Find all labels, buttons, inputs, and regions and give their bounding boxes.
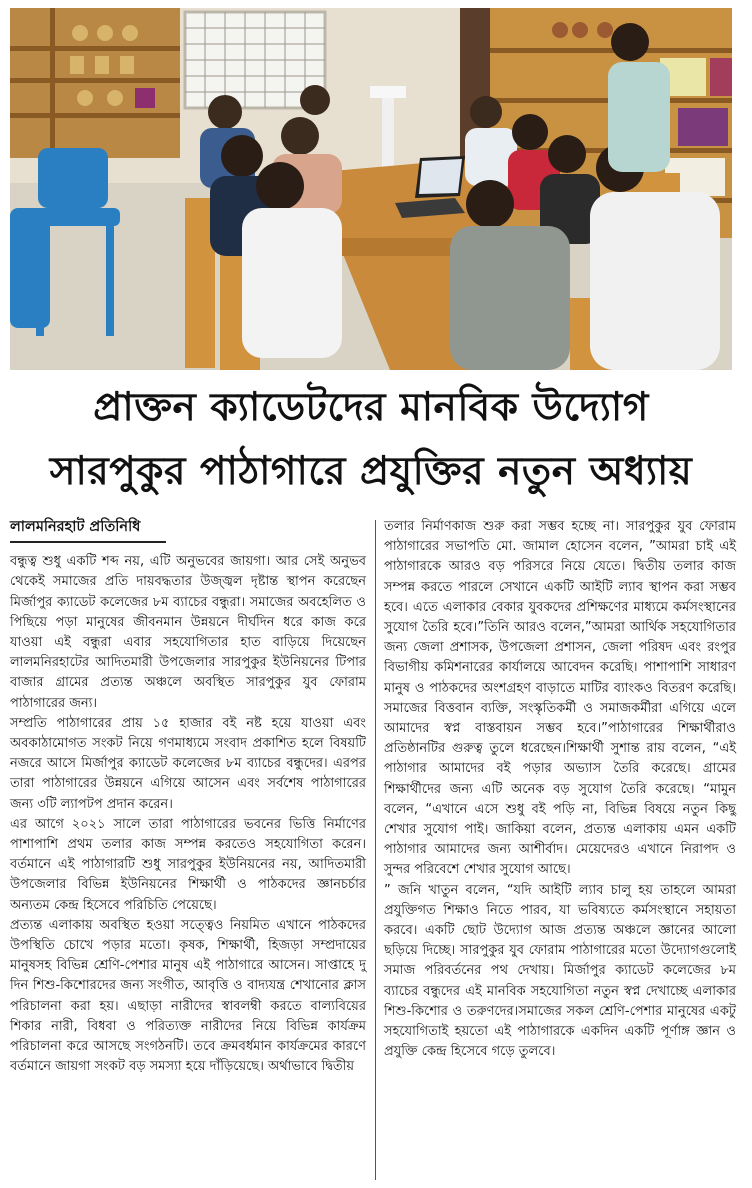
paragraph: ” জনি খাতুন বলেন, “যদি আইটি ল্যাব চালু হয় তাহলে আমরা প্রযুক্তিগত শিক্ষাও নিতে পারব, যা ভবিষ্যতে কর্মসংস্থানে সহায়তা করবে। একটি ছোট উদ্যোগ আজ প্রত্যন্ত অঞ্চলে জ্ঞানের আলো ছড়িয়ে দিচ্ছে। সারপুকুর যুব ফোরাম পাঠাগারের মতো উদ্যোগগুলোই সমাজ পরিবর্তনের পথ দেখায়। মির্জাপুর ক্যাডেট কলেজের ৮ম ব্যাচের বন্ধুদের এই মানবিক সহযোগিতা নতুন স্বপ্ন দেখাচ্ছে এলাকার শিশু-কিশোর ও তরুণদের।সমাজের সকল শ্রেণি-পেশার মানুষের একটু সহযোগিতাই হয়তো এই পাঠাগারকে একদিন একটি পূর্ণাঙ্গ জ্ঞান ও প্রযুক্তি কেন্দ্র হিসেবে গড়ে তুলবে।	[384, 882, 736, 1060]
paragraph: এর আগে ২০২১ সালে তারা পাঠাগারের ভবনের ভিত্তি নির্মাণের পাশাপাশি প্রথম তলার কাজ সম্পন্ন করতেও সহযোগিতা করেন। বর্তমানে এই পাঠাগারটি শুধু সারপুকুর ইউনিয়নের নয়, আদিতমারী উপজেলার বিভিন্ন ইউনিয়নের শিক্ষার্থী ও পাঠকদের জ্ঞানচর্চার অন্যতম কেন্দ্র হিসেবে পরিচিতি পেয়েছে।	[10, 816, 366, 913]
article-column-left	[10, 517, 366, 1077]
article-photo	[10, 8, 732, 370]
column-divider	[375, 520, 376, 1180]
headline-line-1: প্রাক্তন ক্যাডেটদের মানবিক উদ্যোগ	[93, 385, 649, 430]
paragraph: বন্ধুত্ব শুধু একটি শব্দ নয়, এটি অনুভবের জায়গা। আর সেই অনুভব থেকেই সমাজের প্রতি দায়বদ্ধতার উজ্জ্বল দৃষ্টান্ত স্থাপন করেছেন মির্জাপুর ক্যাডেট কলেজের ৮ম ব্যাচের বন্ধুরা। সমাজের অবহেলিত ও পিছিয়ে পড়া মানুষের জীবনমান উন্নয়নে দীর্ঘদিন ধরে কাজ করে যাওয়া এই বন্ধুরা এবার সহযোগিতার হাত বাড়িয়ে দিয়েছেন লালমনিরহাটের আদিতমারী উপজেলার সারপুকুর ইউনিয়নের টিপার বাজার গ্রামের প্রত্যন্ত অঞ্চলে অবস্থিত সারপুকুর যুব ফোরাম পাঠাগারের জন্য।	[10, 554, 366, 711]
library-scene-illustration	[10, 8, 732, 370]
headline-line-2: সারপুকুর পাঠাগারে প্রযুক্তির নতুন অধ্যায়	[49, 449, 693, 494]
paragraph: সম্প্রতি পাঠাগারের প্রায় ১৫ হাজার বই নষ্ট হয়ে যাওয়া এবং অবকাঠামোগত সংকট নিয়ে গণমাধ্যমে সংবাদ প্রকাশিত হলে বিষয়টি নজরে আসে মির্জাপুর ক্যাডেট কলেজের ৮ম ব্যাচের বন্ধুদের। এরপর তারা পাঠাগারের উন্নয়নে এগিয়ে আসেন এবং সর্বশেষ পাঠাগারের জন্য ৩টি ল্যাপটপ প্রদান করেন।	[10, 715, 366, 812]
paragraph: তলার নির্মাণকাজ শুরু করা সম্ভব হচ্ছে না। সারপুকুর যুব ফোরাম পাঠাগারের সভাপতি মো. জামাল হোসেন বলেন, ”আমরা চাই এই পাঠাগারকে আরও বড় পরিসরে নিয়ে যেতে। দ্বিতীয় তলার কাজ সম্পন্ন করতে পারলে সেখানে একটি আইটি ল্যাব স্থাপন করা সম্ভব হবে। এতে এলাকার বেকার যুবকদের প্রশিক্ষণের মাধ্যমে কর্মসংস্থানের সুযোগ তৈরি হবে।”তিনি আরও বলেন,”আমরা আর্থিক সহযোগিতার জন্য জেলা প্রশাসক, উপজেলা প্রশাসন, জেলা পরিষদ এবং রংপুর বিভাগীয় কমিশনারের কার্যালয়ে আবেদন করেছি। পাশাপাশি সাধারণ মানুষ ও পাঠকদের অংশগ্রহণ বাড়াতে মাটির ব্যাংকও বিতরণ করেছি। সমাজের বিত্তবান ব্যক্তি, সংস্কৃতিকর্মী ও সমাজকর্মীরা এগিয়ে এলে আমাদের স্বপ্ন বাস্তবায়ন সম্ভব হবে।”পাঠাগারের শিক্ষার্থীরাও প্রতিষ্ঠানটির গুরুত্ব তুলে ধরেছেন।শিক্ষার্থী সুশান্ত রায় বলেন, “এই পাঠাগার আমাদের বই পড়ার অভ্যাস তৈরি করেছে। গ্রামের শিক্ষার্থীদের জন্য এটি অনেক বড় সুযোগ তৈরি করেছে। “মামুন বলেন, “এখানে এসে শুধু বই পড়ি না, বিভিন্ন বিষয়ে নতুন কিছু শেখার সুযোগ পাই। জাকিয়া বলেন, প্রত্যন্ত এলাকায় এমন একটি পাঠাগার আমাদের জন্য আশীর্বাদ। মেয়েদেরও এখানে নিরাপদ ও সুন্দর পরিবেশে শেখার সুযোগ আছে।	[384, 519, 736, 878]
article-column-right	[384, 517, 736, 1062]
byline: লালমনিরহাট প্রতিনিধি	[10, 517, 166, 543]
paragraph: প্রত্যন্ত এলাকায় অবস্থিত হওয়া সত্ত্বেও নিয়মিত এখানে পাঠকদের উপস্থিতি চোখে পড়ার মতো। কৃষক, শিক্ষার্থী, হিজড়া সম্প্রদায়ের মানুষসহ বিভিন্ন শ্রেণি-পেশার মানুষ এই পাঠাগারে আসেন। সাপ্তাহে দু দিন শিশু-কিশোরদের জন্য সংগীত, আবৃত্তি ও বাদ্যযন্ত্র শেখানোর ক্লাস পরিচালনা করা হয়। এছাড়া নারীদের স্বাবলম্বী করতে বাল্যবিয়ের শিকার নারী, বিধবা ও পরিত্যক্ত নারীদের নিয়ে বিভিন্ন কার্যক্রম পরিচালনা করে আসছে সংগঠনটি। তবে ক্রমবর্ধমান কার্যক্রমের কারণে বর্তমানে জায়গা সংকট বড় সমস্যা হয়ে দাঁড়িয়েছে। অর্থাভাবে দ্বিতীয়	[10, 917, 366, 1075]
